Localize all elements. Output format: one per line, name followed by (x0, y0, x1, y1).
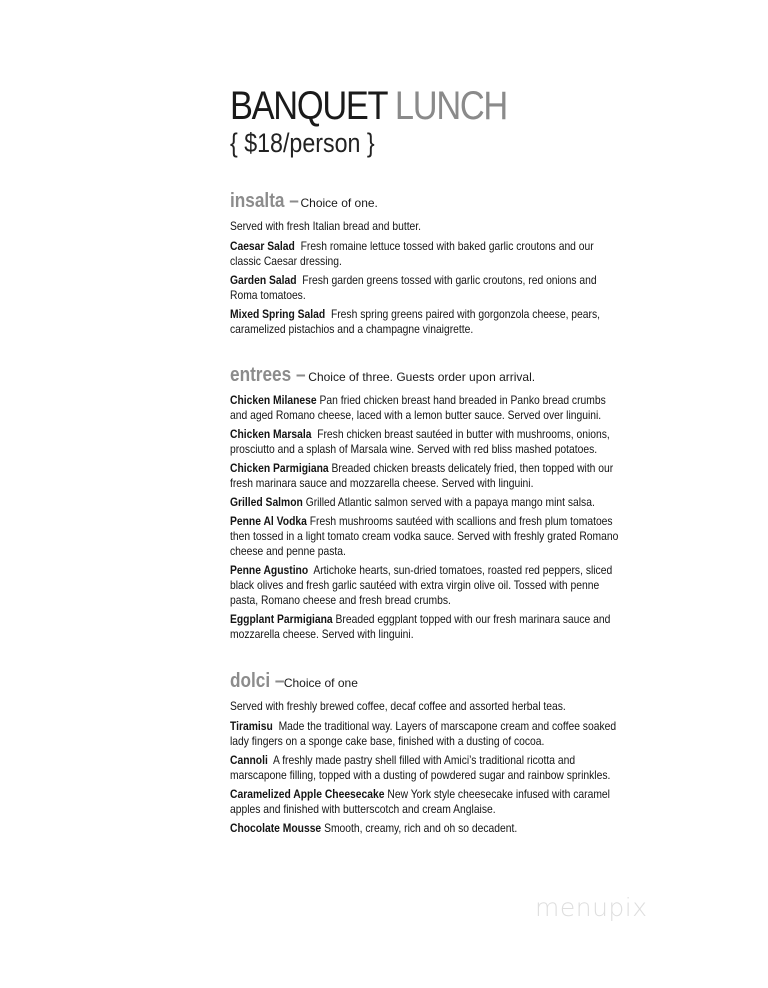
title-lunch: LUNCH (394, 84, 507, 128)
title-banquet: BANQUET (230, 84, 387, 128)
item-name: Penne Agustino (230, 563, 309, 577)
item-name: Caesar Salad (230, 239, 295, 253)
menu-page (230, 84, 630, 835)
item-name: Tiramisu (230, 719, 273, 733)
item-name: Garden Salad (230, 273, 297, 287)
menu-item (230, 514, 626, 559)
item-desc: Artichoke hearts, sun-dried tomatoes, roasted red peppers, sliced black olives and fresh garlic sautéed with extra virgin olive oil. Tossed with penne pasta, Romano cheese and fresh bread crumbs. (230, 563, 613, 607)
section-title: insalta – (230, 190, 299, 212)
item-desc: Fresh garden greens tossed with garlic croutons, red onions and Roma tomatoes. (230, 273, 597, 302)
menu-item (230, 821, 626, 836)
item-name: Caramelized Apple Cheesecake (230, 787, 385, 801)
section-intro: Served with fresh Italian bread and butter. (230, 219, 422, 233)
item-desc: Pan fried chicken breast hand breaded in Panko bread crumbs and aged Romano cheese, laced with a lemon butter sauce. Served over linguini. (230, 393, 606, 422)
section-intro: Served with freshly brewed coffee, decaf coffee and assorted herbal teas. (230, 699, 566, 713)
section-note: Choice of three. Guests order upon arrival. (308, 370, 536, 384)
item-desc: A freshly made pastry shell filled with Amici’s traditional ricotta and marscapone filling, topped with a dusting of powdered sugar and rainbow sprinkles. (230, 753, 611, 782)
menu-item (230, 239, 626, 269)
menu-item (230, 427, 626, 457)
section-header (230, 190, 630, 213)
item-name: Grilled Salmon (230, 495, 303, 509)
menu-item (230, 563, 626, 608)
item-desc: New York style cheesecake infused with caramel apples and finished with butterscotch and cream Anglaise. (230, 787, 610, 816)
section-title: dolci – (230, 670, 285, 692)
menu-item (230, 719, 626, 749)
section-note: Choice of one (283, 676, 358, 690)
menu-item (230, 273, 626, 303)
item-name: Chicken Parmigiana (230, 461, 329, 475)
item-desc: Fresh romaine lettuce tossed with baked garlic croutons and our classic Caesar dressing. (230, 239, 594, 268)
menu-item (230, 612, 626, 642)
item-desc: Fresh chicken breast sautéed in butter with mushrooms, onions, prosciutto and a splash of Marsala wine. Served with red bliss mashed potatoes. (230, 427, 610, 456)
menu-item (230, 307, 626, 337)
menu-item (230, 495, 626, 510)
item-desc: Smooth, creamy, rich and oh so decadent. (324, 821, 518, 835)
section-title: entrees – (230, 364, 306, 386)
item-name: Mixed Spring Salad (230, 307, 326, 321)
menu-item (230, 393, 626, 423)
section-dolci (230, 670, 630, 840)
menu-item (230, 753, 626, 783)
menu-item (230, 461, 626, 491)
item-desc: Fresh mushrooms sautéed with scallions and fresh plum tomatoes then tossed in a light tomato cream vodka sauce. Served with freshly grated Romano cheese and penne pasta. (230, 514, 619, 558)
section-header (230, 364, 630, 387)
item-name: Chicken Marsala (230, 427, 312, 441)
item-desc: Made the traditional way. Layers of marscapone cream and coffee soaked lady fingers on a sponge cake base, finished with a dusting of cocoa. (230, 719, 617, 748)
section-insalta (230, 190, 630, 341)
item-name: Cannoli (230, 753, 268, 767)
item-desc: Fresh spring greens paired with gorgonzola cheese, pears, caramelized pistachios and a champagne vinaigrette. (230, 307, 600, 336)
section-entrees (230, 364, 630, 646)
item-name: Chicken Milanese (230, 393, 317, 407)
menu-item (230, 787, 626, 817)
menupix-watermark: menupix (535, 893, 648, 922)
item-name: Penne Al Vodka (230, 514, 307, 528)
item-desc: Breaded chicken breasts delicately fried, then topped with our fresh marinara sauce and mozzarella cheese. Served with linguini. (230, 461, 614, 490)
page-title (230, 84, 574, 128)
item-desc: Grilled Atlantic salmon served with a papaya mango mint salsa. (305, 495, 595, 509)
item-desc: Breaded eggplant topped with our fresh marinara sauce and mozzarella cheese. Served with linguini. (230, 612, 611, 641)
item-name: Chocolate Mousse (230, 821, 322, 835)
price-per-person: { $18/person } (230, 128, 375, 158)
item-name: Eggplant Parmigiana (230, 612, 333, 626)
section-header (230, 670, 630, 693)
section-note: Choice of one. (300, 196, 378, 210)
